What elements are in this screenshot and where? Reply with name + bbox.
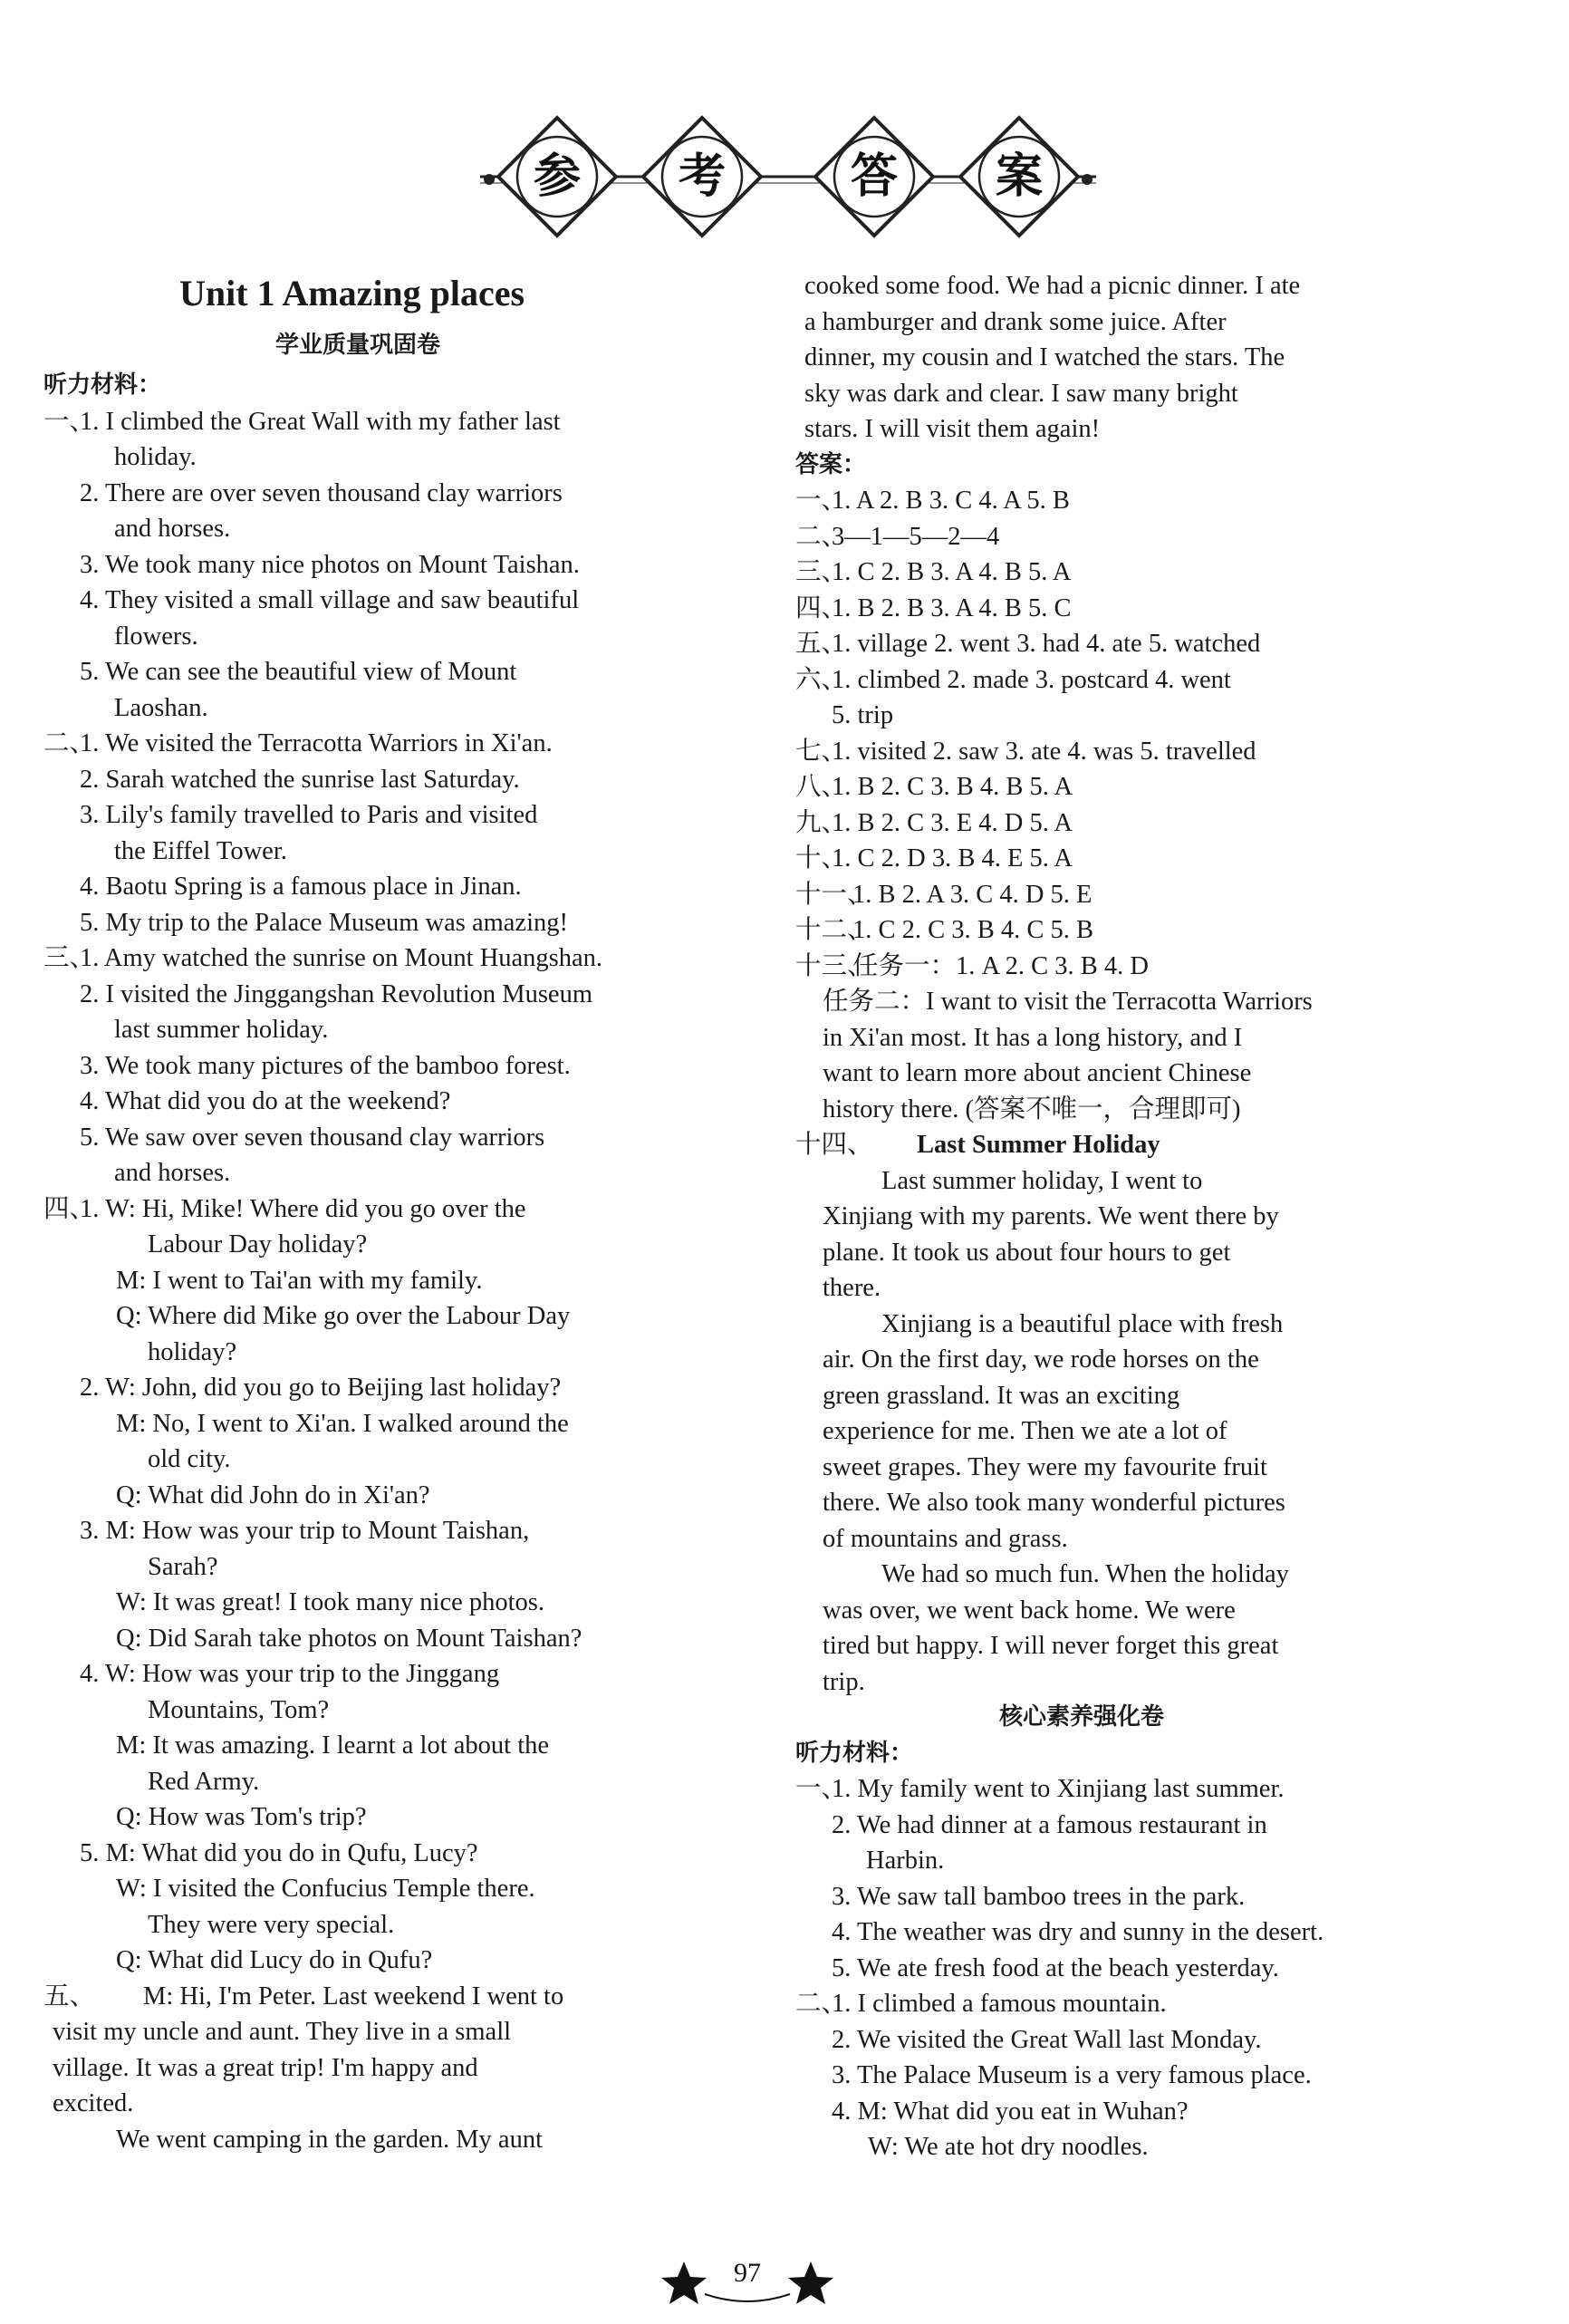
text-line: [795, 1020, 1425, 1056]
text-line: [43, 1263, 714, 1299]
line-text: trip.: [823, 1667, 865, 1696]
line-text: 3. We took many nice photos on Mount Taishan.: [80, 550, 580, 579]
text-line: [795, 1843, 1425, 1879]
line-text: 2. I visited the Jinggangshan Revolution Museum: [80, 979, 592, 1008]
text-line: [795, 1450, 1425, 1486]
line-text: 3. M: How was your trip to Mount Taishan,: [80, 1517, 530, 1545]
line-text: holiday.: [114, 443, 197, 471]
text-line: [43, 690, 714, 727]
question-marker: 二、: [795, 1990, 848, 2018]
text-line: [795, 1521, 1425, 1557]
section-label: 答案：: [795, 450, 867, 478]
text-line: [43, 2014, 714, 2050]
text-line: [795, 1235, 1425, 1271]
text-line: [795, 448, 1425, 484]
text-line: [795, 1378, 1425, 1414]
text-line: [795, 2022, 1425, 2059]
question-marker: 四、: [795, 593, 848, 622]
text-line: [43, 1907, 714, 1943]
line-text: 1. village 2. went 3. had 4. ate 5. watched: [832, 630, 1261, 658]
text-line: [795, 376, 1425, 412]
text-line: [43, 1370, 714, 1406]
question-marker: 十一、: [795, 880, 873, 909]
text-line: [795, 698, 1425, 734]
line-text: W: I visited the Confucius Temple there.: [116, 1875, 535, 1903]
text-line: [43, 726, 714, 762]
line-text: 1. I climbed a famous mountain.: [832, 1990, 1167, 2018]
line-text: was over, we went back home. We were: [823, 1596, 1236, 1625]
question-marker: 五、: [795, 630, 848, 658]
text-line: [43, 1836, 714, 1872]
line-text: of mountains and grass.: [823, 1524, 1068, 1553]
text-line: [43, 439, 714, 476]
line-text: tired but happy. I will never forget this great: [823, 1632, 1279, 1660]
title-char: 考: [678, 149, 727, 204]
star-right-icon: [788, 2261, 833, 2304]
line-text: 5. We can see the beautiful view of Mount: [80, 658, 517, 686]
line-text: 1. B 2. C 3. B 4. B 5. A: [832, 773, 1073, 801]
text-line: [43, 1120, 714, 1156]
title-char: 参: [533, 149, 582, 204]
question-marker: 六、: [795, 665, 848, 694]
line-text: 1. C 2. C 3. B 4. C 5. B: [852, 916, 1094, 944]
page-number-ornament: [652, 2254, 842, 2309]
line-text: Xinjiang is a beautiful place with fresh: [881, 1309, 1284, 1338]
line-text: W: It was great! I took many nice photos.: [116, 1588, 545, 1616]
line-text: 1. climbed 2. made 3. postcard 4. went: [832, 665, 1231, 694]
text-line: [795, 1951, 1425, 1987]
text-line: [43, 905, 714, 941]
text-line: [43, 1335, 714, 1371]
text-line: [795, 734, 1425, 770]
line-text: 5. We ate fresh food at the beach yesterday.: [832, 1953, 1279, 1982]
line-text: M: Hi, I'm Peter. Last weekend I went to: [143, 1982, 564, 2011]
text-line: [795, 411, 1425, 448]
question-marker: 九、: [795, 808, 848, 837]
line-text: 任务一：1. A 2. C 3. B 4. D: [852, 951, 1149, 980]
text-line: [795, 483, 1425, 519]
text-line: [795, 304, 1425, 341]
line-text: 1. B 2. B 3. A 4. B 5. C: [832, 593, 1072, 622]
line-text: Q: What did John do in Xi'an?: [116, 1480, 430, 1509]
line-text: green grassland. It was an exciting: [823, 1381, 1180, 1410]
question-marker: 十二、: [795, 916, 873, 944]
section-title: 学业质量巩固卷: [275, 332, 441, 359]
line-text: in Xi'an most. It has a long history, and I: [823, 1023, 1243, 1052]
line-text: Laoshan.: [114, 693, 208, 722]
text-line: [43, 834, 714, 870]
text-line: [795, 877, 1425, 913]
text-line: [795, 984, 1425, 1020]
text-line: [43, 2086, 714, 2122]
text-line: [43, 869, 714, 905]
line-text: 任务二：I want to visit the Terracotta Warriors: [823, 988, 1313, 1016]
text-line: [795, 1342, 1425, 1378]
text-line: [795, 1056, 1425, 1092]
line-text: 4. What did you do at the weekend?: [80, 1087, 451, 1115]
title-char-badge: [815, 118, 933, 236]
text-line: [43, 1442, 714, 1478]
text-line: [43, 511, 714, 547]
line-text: there. We also took many wonderful pictures: [823, 1489, 1285, 1517]
text-line: [795, 1664, 1425, 1701]
text-line: [43, 1478, 714, 1514]
text-line: [43, 1764, 714, 1800]
text-line: [795, 949, 1425, 985]
line-text: experience for me. Then we ate a lot of: [823, 1417, 1227, 1445]
question-marker: 一、: [795, 487, 848, 515]
text-line: [795, 2094, 1425, 2130]
line-text: dinner, my cousin and I watched the stars. The: [804, 343, 1285, 371]
unit-title: Unit 1 Amazing places: [179, 273, 525, 313]
text-line: [43, 1656, 714, 1692]
text-line: [795, 1307, 1425, 1343]
line-text: Sarah?: [148, 1552, 218, 1581]
text-line: [795, 1914, 1425, 1951]
question-marker: 二、: [43, 729, 96, 757]
text-line: [43, 1406, 714, 1442]
text-line: [795, 1771, 1425, 1808]
line-text: 4. Baotu Spring is a famous place in Jinan.: [80, 873, 522, 901]
line-text: sweet grapes. They were my favourite fruit: [823, 1452, 1267, 1481]
text-line: [43, 2050, 714, 2087]
text-line: [795, 662, 1425, 699]
text-line: [43, 583, 714, 619]
line-text: M: I went to Tai'an with my family.: [116, 1266, 483, 1295]
text-line: [795, 912, 1425, 949]
title-ornament-right-icon: [1082, 174, 1093, 185]
question-marker: 四、: [43, 1194, 96, 1223]
text-line: [43, 1728, 714, 1764]
text-line: [795, 1413, 1425, 1450]
line-text: 5. M: What did you do in Qufu, Lucy?: [80, 1838, 478, 1867]
text-line: [43, 1012, 714, 1048]
text-line: [795, 769, 1425, 805]
text-line: [795, 519, 1425, 555]
line-text: We went camping in the garden. My aunt: [116, 2125, 543, 2154]
line-text: flowers.: [114, 622, 198, 651]
right-column: [795, 268, 1425, 2165]
line-text: the Eiffel Tower.: [114, 836, 287, 865]
star-left-icon: [661, 2261, 707, 2304]
line-text: 2. We had dinner at a famous restaurant in: [832, 1810, 1267, 1839]
line-text: Labour Day holiday?: [148, 1230, 368, 1258]
text-line: [43, 1943, 714, 1979]
text-line: [43, 1191, 714, 1228]
line-text: 4. M: What did you eat in Wuhan?: [832, 2097, 1189, 2126]
line-text: 1. C 2. B 3. A 4. B 5. A: [832, 558, 1072, 586]
line-text: 4. They visited a small village and saw beautiful: [80, 586, 580, 614]
line-text: Q: How was Tom's trip?: [116, 1803, 367, 1831]
line-text: 3. Lily's family travelled to Paris and visited: [80, 801, 538, 829]
text-line: [43, 1298, 714, 1335]
question-marker: 五、: [43, 1982, 96, 2011]
question-marker: 一、: [795, 1775, 848, 1803]
line-text: air. On the first day, we rode horses on the: [823, 1345, 1259, 1374]
text-line: [795, 1092, 1425, 1128]
text-line: [43, 1799, 714, 1836]
question-marker: 一、: [43, 407, 96, 436]
line-text: holiday?: [148, 1337, 237, 1366]
line-text: 2. W: John, did you go to Beijing last holiday?: [80, 1374, 562, 1402]
question-marker: 十四、: [795, 1131, 873, 1159]
question-marker: 十、: [795, 844, 848, 873]
text-line: [795, 626, 1425, 662]
text-line: [795, 1270, 1425, 1307]
line-text: there.: [823, 1274, 881, 1302]
line-text: stars. I will visit them again!: [804, 415, 1101, 443]
title-char-badge: [643, 118, 761, 236]
line-text: 5. We saw over seven thousand clay warriors: [80, 1123, 545, 1152]
line-text: history there. (答案不唯一，合理即可): [823, 1094, 1241, 1123]
page-footer: [652, 2254, 842, 2309]
line-text: sky was dark and clear. I saw many bright: [804, 379, 1238, 408]
title-char: 案: [995, 149, 1044, 204]
line-text: 3—1—5—2—4: [832, 522, 1000, 551]
text-line: [795, 1628, 1425, 1664]
text-line: [795, 340, 1425, 376]
question-marker: 二、: [795, 522, 848, 551]
text-line: [43, 797, 714, 834]
line-text: plane. It took us about four hours to get: [823, 1238, 1231, 1267]
line-text: 1. We visited the Terracotta Warriors in Xi'an.: [80, 729, 553, 757]
line-text: Xinjiang with my parents. We went there by: [823, 1202, 1279, 1230]
text-line: [795, 2058, 1425, 2094]
line-text: Harbin.: [866, 1847, 945, 1875]
line-text: excited.: [53, 2089, 134, 2117]
line-text: want to learn more about ancient Chinese: [823, 1059, 1252, 1087]
line-text: 5. My trip to the Palace Museum was amazing!: [80, 908, 568, 937]
line-text: cooked some food. We had a picnic dinner. I ate: [804, 272, 1301, 300]
essay-title: Last Summer Holiday: [917, 1131, 1160, 1159]
text-line: [795, 1163, 1425, 1200]
text-line: [795, 1700, 1425, 1736]
line-text: a hamburger and drank some juice. After: [804, 307, 1227, 336]
text-line: [43, 1621, 714, 1657]
text-line: [795, 1986, 1425, 2022]
text-line: [43, 1549, 714, 1586]
line-text: Q: Where did Mike go over the Labour Day: [116, 1302, 571, 1330]
text-line: [43, 1979, 714, 2015]
line-text: 1. Amy watched the sunrise on Mount Huangshan.: [80, 944, 603, 972]
text-line: [43, 1585, 714, 1621]
line-text: Mountains, Tom?: [148, 1695, 330, 1724]
line-text: 1. B 2. A 3. C 4. D 5. E: [852, 880, 1093, 909]
line-text: 3. We saw tall bamboo trees in the park.: [832, 1882, 1246, 1911]
line-text: 4. W: How was your trip to the Jinggang: [80, 1660, 500, 1688]
text-line: [43, 404, 714, 440]
text-line: [43, 1227, 714, 1263]
line-text: 1. I climbed the Great Wall with my father last: [80, 407, 561, 436]
line-text: 2. Sarah watched the sunrise last Saturday.: [80, 765, 520, 794]
text-line: [43, 476, 714, 512]
text-line: [795, 841, 1425, 877]
text-line: [43, 1692, 714, 1729]
line-text: 4. The weather was dry and sunny in the desert.: [832, 1918, 1324, 1946]
line-text: They were very special.: [148, 1910, 395, 1939]
line-text: M: No, I went to Xi'an. I walked around the: [116, 1409, 569, 1438]
page-number: 97: [734, 2258, 761, 2288]
text-line: [795, 591, 1425, 627]
text-line: [795, 268, 1425, 304]
line-text: 2. We visited the Great Wall last Monday.: [832, 2025, 1262, 2054]
text-line: [795, 1879, 1425, 1915]
text-line: [795, 1199, 1425, 1235]
text-line: [43, 940, 714, 977]
question-marker: 十三、: [795, 951, 873, 980]
line-text: and horses.: [114, 1159, 231, 1187]
text-line: [43, 1155, 714, 1191]
text-line: [43, 654, 714, 690]
line-text: 2. There are over seven thousand clay warriors: [80, 478, 563, 507]
line-text: 1. My family went to Xinjiang last summer.: [832, 1775, 1285, 1803]
text-line: [43, 977, 714, 1013]
text-line: [43, 1871, 714, 1907]
line-text: 1. C 2. D 3. B 4. E 5. A: [832, 844, 1073, 873]
section-label: 听力材料：: [43, 371, 162, 399]
line-text: We had so much fun. When the holiday: [881, 1560, 1289, 1588]
line-text: visit my uncle and aunt. They live in a small: [53, 2018, 512, 2046]
line-text: 5. trip: [832, 701, 894, 729]
line-text: Last summer holiday, I went to: [881, 1166, 1203, 1195]
question-marker: 三、: [795, 558, 848, 586]
line-text: last summer holiday.: [114, 1016, 329, 1044]
line-text: W: We ate hot dry noodles.: [868, 2133, 1149, 2161]
text-line: [795, 805, 1425, 842]
section-title: 核心素养强化卷: [999, 1703, 1165, 1731]
line-text: 3. We took many pictures of the bamboo forest.: [80, 1051, 571, 1080]
line-text: and horses.: [114, 515, 231, 543]
text-line: [43, 1513, 714, 1549]
text-line: [795, 1485, 1425, 1521]
question-marker: 三、: [43, 944, 96, 972]
text-line: [795, 1593, 1425, 1629]
title-char-badge: [960, 118, 1078, 236]
title-ornament-left-icon: [484, 174, 495, 185]
question-marker: 七、: [795, 737, 848, 766]
line-text: Q: Did Sarah take photos on Mount Taishan?: [116, 1624, 582, 1653]
line-text: 1. visited 2. saw 3. ate 4. was 5. travelled: [832, 737, 1256, 766]
section-label: 听力材料：: [795, 1739, 914, 1767]
text-line: [43, 2122, 714, 2158]
text-line: [795, 1127, 1425, 1163]
text-line: [795, 1808, 1425, 1844]
title-banner: [471, 109, 1105, 245]
text-line: [43, 1084, 714, 1120]
text-line: [795, 1736, 1425, 1772]
line-text: 1. A 2. B 3. C 4. A 5. B: [832, 487, 1070, 515]
text-line: [795, 554, 1425, 591]
line-text: village. It was a great trip! I'm happy and: [53, 2053, 478, 2082]
line-text: M: It was amazing. I learnt a lot about the: [116, 1731, 550, 1760]
text-line: [795, 2129, 1425, 2165]
text-line: [795, 1557, 1425, 1593]
text-line: [43, 619, 714, 655]
title-char-badge: [498, 118, 616, 236]
text-line: [43, 1048, 714, 1085]
line-text: Red Army.: [148, 1767, 260, 1796]
question-marker: 八、: [795, 773, 848, 801]
line-text: Q: What did Lucy do in Qufu?: [116, 1946, 433, 1974]
text-line: [43, 368, 714, 404]
line-text: old city.: [148, 1445, 231, 1473]
text-line: [43, 547, 714, 583]
title-char: 答: [850, 149, 899, 204]
text-line: [43, 762, 714, 798]
left-column: [43, 332, 714, 2157]
line-text: 3. The Palace Museum is a very famous place.: [832, 2061, 1312, 2089]
line-text: 1. B 2. C 3. E 4. D 5. A: [832, 808, 1073, 837]
line-text: 1. W: Hi, Mike! Where did you go over the: [80, 1194, 526, 1223]
